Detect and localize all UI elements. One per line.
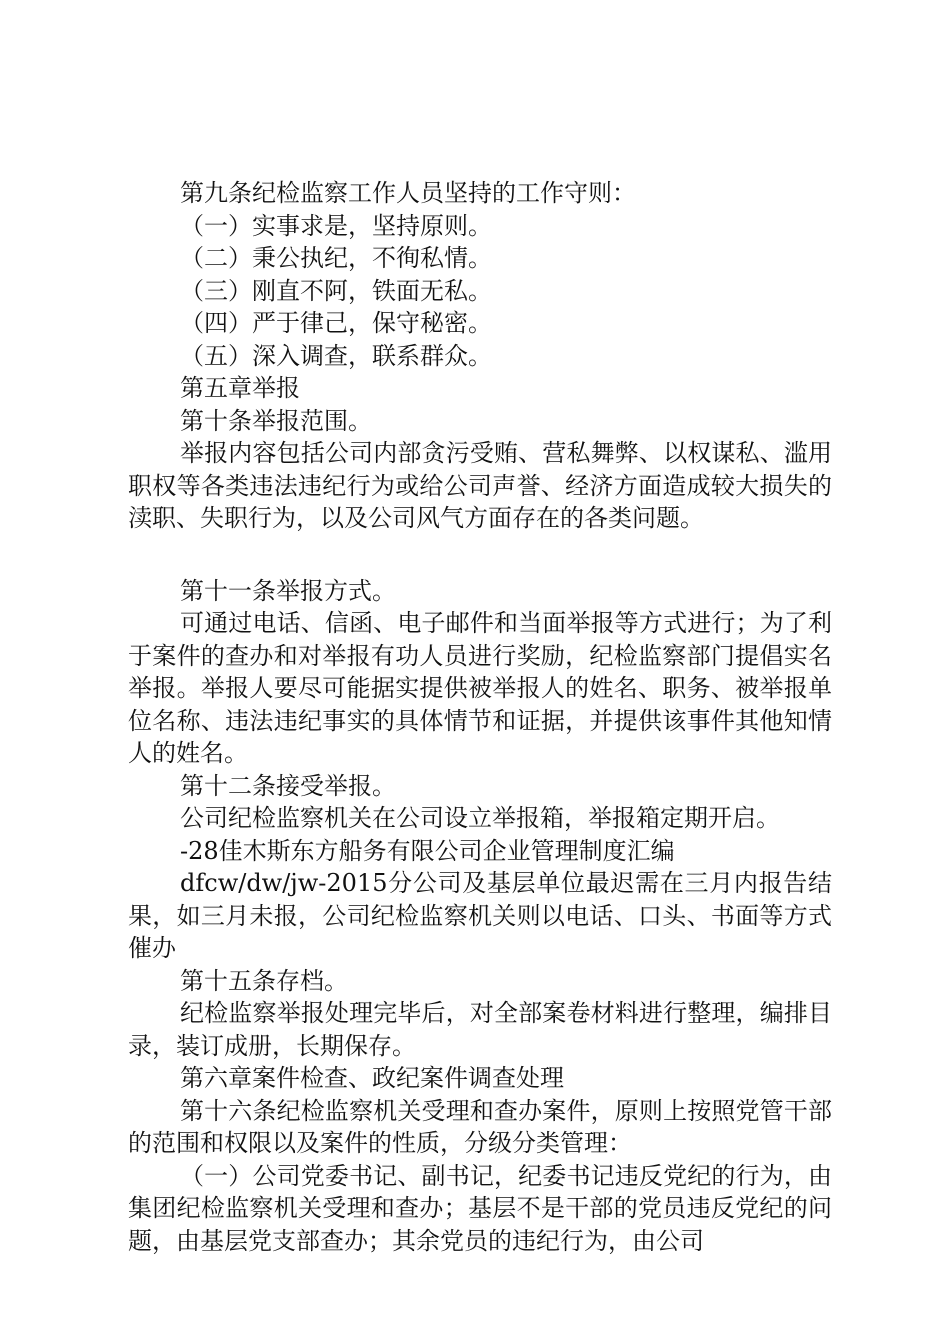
article-11-body: 可通过电话、信函、电子邮件和当面举报等方式进行；为了利于案件的查办和对举报有功人员进行奖励，纪检监察部门提倡实名举报。举报人要尽可能据实提供被举报人的姓名、职务、被举报单位名称、违法违纪事实的具体情节和证据，并提供该事件其他知情人的姓名。 — [128, 609, 832, 767]
article-9-heading: 第九条纪检监察工作人员坚持的工作守则： — [180, 179, 636, 207]
article-16-body: 第十六条纪检监察机关受理和查办案件，原则上按照党管干部的范围和权限以及案件的性质，分级分类管理： — [128, 1096, 832, 1157]
page-footer-text: -28佳木斯东方船务有限公司企业管理制度汇编 — [180, 836, 675, 865]
rule-item-3: （三）刚直不阿，铁面无私。 — [180, 276, 492, 305]
chapter-5-heading: 第五章举报 — [180, 374, 300, 402]
report-deadline-paragraph: dfcw/dw/jw-2015分公司及基层单位最迟需在三月内报告结果，如三月未报，公司纪检监察机关则以电话、口头、书面等方式催办 — [128, 869, 832, 962]
article-12-body: 公司纪检监察机关在公司设立举报箱，举报箱定期开启。 — [180, 804, 780, 832]
article-11-heading: 第十一条举报方式。 — [180, 576, 396, 605]
article-10-body: 举报内容包括公司内部贪污受贿、营私舞弊、以权谋私、滥用职权等各类违法违纪行为或给公司声誉、经济方面造成较大损失的渎职、失职行为，以及公司风气方面存在的各类问题。 — [128, 439, 832, 532]
article-12-heading: 第十二条接受举报。 — [180, 771, 396, 800]
rule-item-5: （五）深入调查，联系群众。 — [180, 341, 492, 370]
rule-item-1: （一）实事求是，坚持原则。 — [180, 211, 492, 240]
article-16-item-1: （一）公司党委书记、副书记，纪委书记违反党纪的行为，由集团纪检监察机关受理和查办；基层不是干部的党员违反党纪的问题，由基层党支部查办；其余党员的违纪行为，由公司 — [128, 1161, 832, 1255]
chapter-6-heading: 第六章案件检查、政纪案件调查处理 — [180, 1064, 564, 1092]
document-body — [128, 177, 832, 1257]
rule-item-4: （四）严于律己，保守秘密。 — [180, 309, 492, 337]
article-15-heading: 第十五条存档。 — [180, 966, 348, 995]
rule-item-2: （二）秉公执纪，不徇私情。 — [180, 244, 492, 272]
article-10-heading: 第十条举报范围。 — [180, 406, 372, 435]
article-15-body: 纪检监察举报处理完毕后，对全部案卷材料进行整理，编排目录，装订成册，长期保存。 — [128, 999, 832, 1060]
